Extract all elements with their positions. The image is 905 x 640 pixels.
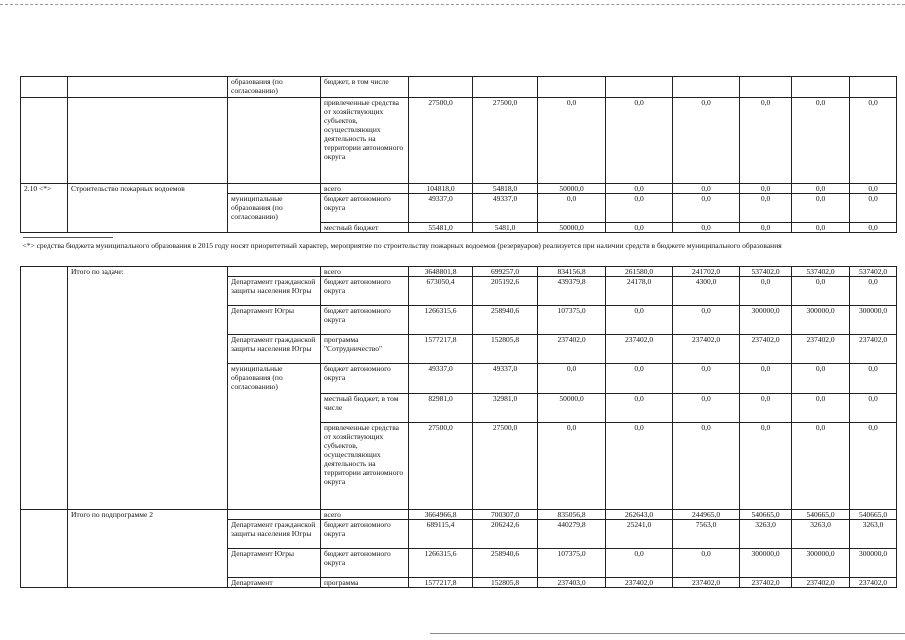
value-cell: 237402,0 [792, 578, 850, 588]
value-cell: 4300,0 [673, 277, 740, 306]
value-cell: 300000,0 [792, 549, 850, 578]
value-cell: 0,0 [606, 394, 673, 423]
value-cell: 3263,0 [850, 520, 897, 549]
value-cell: 0,0 [673, 364, 740, 394]
value-cell: 0,0 [740, 98, 792, 184]
value-cell: 0,0 [740, 184, 792, 194]
value-cell [606, 77, 673, 98]
responsible-cell [228, 98, 321, 184]
value-cell: 699257,0 [473, 267, 538, 277]
value-cell: 0,0 [850, 394, 897, 423]
value-cell [792, 77, 850, 98]
value-cell: 5481,0 [473, 223, 538, 233]
value-cell: 540665,0 [792, 510, 850, 520]
value-cell: 300000,0 [740, 306, 792, 335]
value-cell: 0,0 [740, 364, 792, 394]
source-cell: бюджет автономного округа [321, 194, 409, 223]
value-cell: 0,0 [606, 549, 673, 578]
source-cell: бюджет автономного округа [321, 549, 409, 578]
value-cell: 0,0 [850, 423, 897, 510]
value-cell: 27500,0 [409, 98, 473, 184]
footnote-row [21, 233, 897, 267]
row-number [21, 98, 68, 184]
responsible-cell: Департамент гражданской защиты населения Югры [228, 520, 321, 549]
value-cell: 0,0 [606, 423, 673, 510]
value-cell: 537402,0 [850, 267, 897, 277]
value-cell: 237402,0 [673, 578, 740, 588]
value-cell: 237402,0 [850, 335, 897, 364]
value-cell: 0,0 [673, 423, 740, 510]
value-cell [673, 77, 740, 98]
value-cell: 32981,0 [473, 394, 538, 423]
value-cell: 262643,0 [606, 510, 673, 520]
value-cell: 152805,8 [473, 578, 538, 588]
value-cell: 237402,0 [792, 335, 850, 364]
source-cell: всего [321, 184, 409, 194]
value-cell: 0,0 [673, 98, 740, 184]
value-cell: 440279,8 [538, 520, 606, 549]
source-cell: программа [321, 578, 409, 588]
value-cell: 7563,0 [673, 520, 740, 549]
value-cell [409, 77, 473, 98]
row-number [21, 267, 68, 510]
value-cell: 244965,0 [673, 510, 740, 520]
value-cell: 237402,0 [538, 335, 606, 364]
responsible-cell: Департамент Югры [228, 306, 321, 335]
value-cell: 0,0 [538, 98, 606, 184]
value-cell: 49337,0 [473, 194, 538, 223]
value-cell: 258940,6 [473, 549, 538, 578]
responsible-cell [228, 510, 321, 520]
value-cell: 1266315,6 [409, 549, 473, 578]
responsible-cell: Департамент гражданской защиты населения Югры [228, 335, 321, 364]
value-cell: 0,0 [673, 394, 740, 423]
value-cell: 834156,8 [538, 267, 606, 277]
value-cell: 0,0 [538, 423, 606, 510]
value-cell: 206242,6 [473, 520, 538, 549]
value-cell: 50000,0 [538, 184, 606, 194]
value-cell: 0,0 [606, 223, 673, 233]
value-cell: 300000,0 [850, 306, 897, 335]
value-cell: 0,0 [850, 194, 897, 223]
value-cell: 300000,0 [850, 549, 897, 578]
value-cell [850, 77, 897, 98]
row-number [21, 510, 68, 588]
source-cell: всего [321, 510, 409, 520]
value-cell: 205192,6 [473, 277, 538, 306]
source-cell: бюджет автономного округа [321, 364, 409, 394]
value-cell: 673050,4 [409, 277, 473, 306]
responsible-cell: Департамент [228, 578, 321, 588]
value-cell: 27500,0 [409, 423, 473, 510]
value-cell: 237403,0 [538, 578, 606, 588]
value-cell: 237402,0 [673, 335, 740, 364]
value-cell: 237402,0 [740, 578, 792, 588]
value-cell: 0,0 [673, 306, 740, 335]
source-cell: привлеченные средства от хозяйствующих субъектов, осуществляющих деятельность на территории автономного округа [321, 98, 409, 184]
responsible-cell: муниципальные образования (по согласованию) [228, 194, 321, 233]
value-cell: 439379,8 [538, 277, 606, 306]
value-cell: 540665,0 [850, 510, 897, 520]
value-cell: 0,0 [606, 364, 673, 394]
value-cell: 0,0 [606, 306, 673, 335]
value-cell: 49337,0 [473, 364, 538, 394]
value-cell: 0,0 [850, 277, 897, 306]
value-cell: 0,0 [792, 277, 850, 306]
value-cell: 0,0 [792, 194, 850, 223]
source-cell: местный бюджет, в том числе [321, 394, 409, 423]
source-cell: программа "Сотрудничество" [321, 335, 409, 364]
responsible-cell: образования (по согласованию) [228, 77, 321, 98]
budget-table [20, 76, 897, 588]
source-cell: местный бюджет [321, 223, 409, 233]
value-cell: 0,0 [673, 184, 740, 194]
value-cell: 258940,6 [473, 306, 538, 335]
row-number [21, 77, 68, 98]
value-cell: 3263,0 [792, 520, 850, 549]
value-cell: 300000,0 [792, 306, 850, 335]
responsible-cell: Департамент Югры [228, 549, 321, 578]
value-cell: 540665,0 [740, 510, 792, 520]
value-cell: 0,0 [740, 277, 792, 306]
value-cell: 0,0 [740, 423, 792, 510]
value-cell: 241702,0 [673, 267, 740, 277]
row-title: Итого по задаче: [68, 267, 228, 510]
value-cell: 1577217,8 [409, 335, 473, 364]
table-row [21, 77, 897, 98]
value-cell: 3263,0 [740, 520, 792, 549]
value-cell: 0,0 [850, 184, 897, 194]
value-cell [740, 77, 792, 98]
value-cell: 237402,0 [850, 578, 897, 588]
source-cell: бюджет автономного округа [321, 520, 409, 549]
table-row [21, 98, 897, 184]
value-cell: 0,0 [606, 98, 673, 184]
source-cell: бюджет автономного округа [321, 277, 409, 306]
value-cell: 0,0 [792, 98, 850, 184]
value-cell: 261580,0 [606, 267, 673, 277]
source-cell: бюджет, в том числе [321, 77, 409, 98]
value-cell: 107375,0 [538, 306, 606, 335]
value-cell: 237402,0 [606, 578, 673, 588]
table-row [21, 184, 897, 194]
value-cell: 50000,0 [538, 223, 606, 233]
row-title [68, 77, 228, 98]
value-cell: 0,0 [673, 549, 740, 578]
value-cell: 152805,8 [473, 335, 538, 364]
value-cell: 237402,0 [606, 335, 673, 364]
value-cell: 537402,0 [792, 267, 850, 277]
responsible-cell: муниципальные образования (по согласованию) [228, 364, 321, 510]
value-cell: 107375,0 [538, 549, 606, 578]
value-cell: 0,0 [673, 223, 740, 233]
value-cell: 0,0 [792, 364, 850, 394]
table-row [21, 267, 897, 277]
value-cell: 0,0 [792, 423, 850, 510]
value-cell: 0,0 [792, 394, 850, 423]
value-cell: 0,0 [850, 364, 897, 394]
value-cell: 0,0 [850, 98, 897, 184]
value-cell: 0,0 [740, 223, 792, 233]
footnote [21, 233, 897, 267]
value-cell: 50000,0 [538, 394, 606, 423]
value-cell: 3664966,8 [409, 510, 473, 520]
value-cell: 0,0 [538, 364, 606, 394]
value-cell: 689115,4 [409, 520, 473, 549]
value-cell [538, 77, 606, 98]
value-cell: 537402,0 [740, 267, 792, 277]
value-cell: 104818,0 [409, 184, 473, 194]
value-cell: 0,0 [850, 223, 897, 233]
value-cell: 237402,0 [740, 335, 792, 364]
footnote-text: <*> средства бюджета муниципального образования в 2015 году носят приоритетный характер, мероприятие по строительству пожарных водоемов (резервуаров) реализуется при наличии средств в бюджете муниципального образования [22, 241, 782, 250]
table-body [21, 77, 897, 588]
value-cell: 82981,0 [409, 394, 473, 423]
row-title: Итого по подпрограмме 2 [68, 510, 228, 588]
value-cell: 0,0 [740, 394, 792, 423]
responsible-cell [228, 267, 321, 277]
value-cell: 0,0 [792, 223, 850, 233]
source-cell: бюджет автономного округа [321, 306, 409, 335]
value-cell: 0,0 [740, 194, 792, 223]
responsible-cell [228, 184, 321, 194]
value-cell: 55481,0 [409, 223, 473, 233]
scan-bottom-edge [430, 633, 905, 634]
value-cell: 835056,8 [538, 510, 606, 520]
value-cell: 0,0 [792, 184, 850, 194]
row-title [68, 98, 228, 184]
value-cell: 0,0 [606, 184, 673, 194]
value-cell: 27500,0 [473, 98, 538, 184]
value-cell: 54818,0 [473, 184, 538, 194]
table-row [21, 510, 897, 520]
value-cell: 0,0 [538, 194, 606, 223]
value-cell: 25241,0 [606, 520, 673, 549]
value-cell: 24178,0 [606, 277, 673, 306]
value-cell: 700307,0 [473, 510, 538, 520]
row-number: 2.10 <*> [21, 184, 68, 233]
value-cell: 49337,0 [409, 364, 473, 394]
value-cell: 3648801,8 [409, 267, 473, 277]
value-cell: 27500,0 [473, 423, 538, 510]
value-cell: 300000,0 [740, 549, 792, 578]
value-cell: 1577217,8 [409, 578, 473, 588]
value-cell [473, 77, 538, 98]
source-cell: всего [321, 267, 409, 277]
responsible-cell: Департамент гражданской защиты населения Югры [228, 277, 321, 306]
source-cell: привлеченные средства от хозяйствующих субъектов, осуществляющих деятельность на территории автономного округа [321, 423, 409, 510]
row-title: Строительство пожарных водоемов [68, 184, 228, 233]
footnote-separator [23, 237, 113, 238]
value-cell: 1266315,6 [409, 306, 473, 335]
value-cell: 0,0 [606, 194, 673, 223]
value-cell: 0,0 [673, 194, 740, 223]
value-cell: 49337,0 [409, 194, 473, 223]
scan-top-edge [0, 4, 905, 5]
